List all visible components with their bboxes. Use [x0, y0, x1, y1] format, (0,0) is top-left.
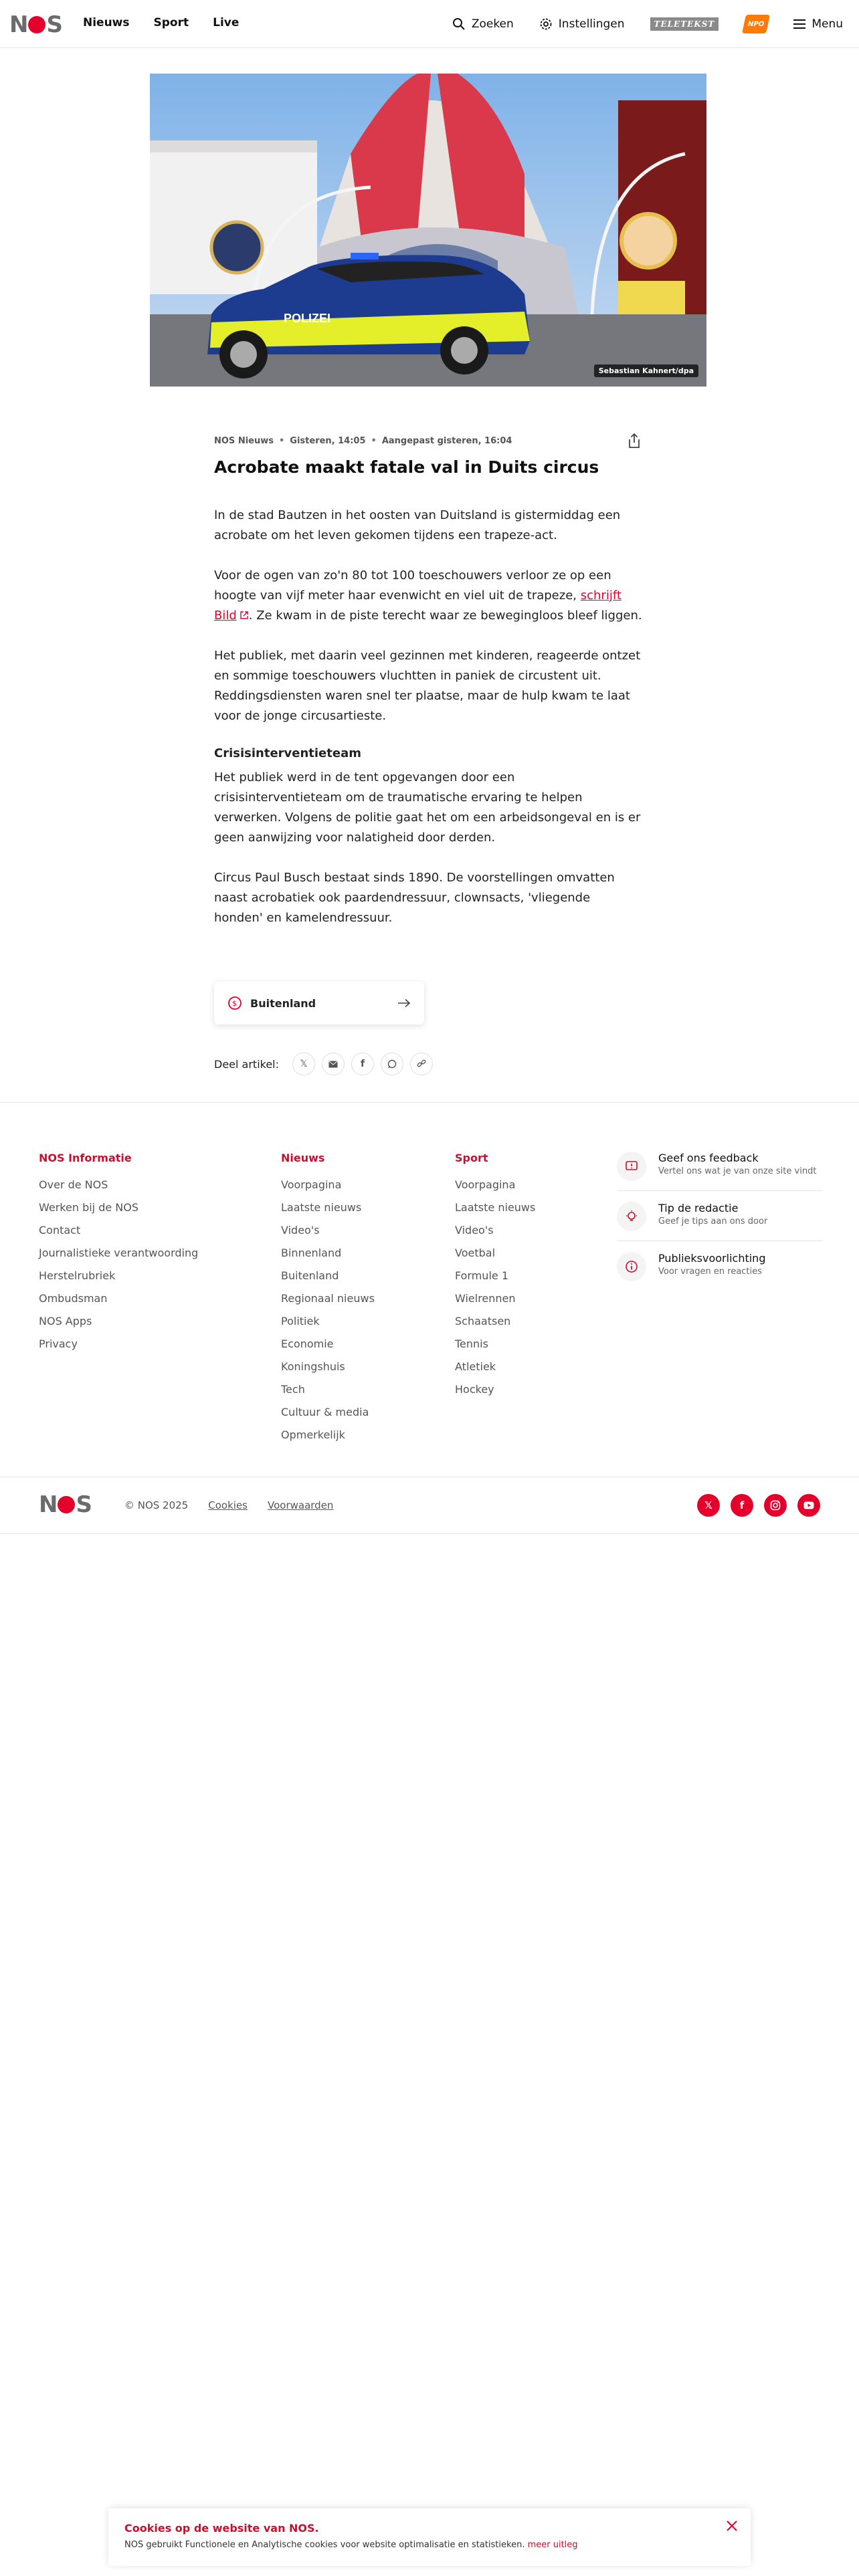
category-label: Buitenland: [250, 996, 316, 1010]
footer-link[interactable]: Over de NOS: [39, 1178, 108, 1191]
share-x-button[interactable]: [292, 1053, 315, 1075]
nav-item-nieuws[interactable]: Nieuws: [83, 16, 130, 29]
share-label: Deel artikel:: [214, 1057, 280, 1071]
info-icon: [617, 1252, 646, 1281]
footer-link[interactable]: Hockey: [455, 1383, 494, 1396]
footer-link[interactable]: Privacy: [39, 1337, 78, 1350]
footer-link[interactable]: Koningshuis: [281, 1360, 345, 1373]
mail-icon: [328, 1061, 338, 1068]
photo-credit: Sebastian Kahnert/dpa: [594, 364, 698, 377]
footer-col-nieuws: [281, 1152, 375, 1446]
cookie-body: NOS gebruikt Functionele en Analytische cookies voor website optimalisatie en statistieken. meer uitleg: [124, 2540, 578, 2550]
footer-link[interactable]: Video's: [281, 1224, 320, 1237]
footer-link[interactable]: Voetbal: [455, 1247, 496, 1259]
youtube-social-button[interactable]: [797, 1494, 820, 1517]
car-polizei-text: POLIZEI: [284, 312, 331, 325]
category-card-buitenland[interactable]: [214, 982, 424, 1025]
footer-col-sport: [455, 1152, 535, 1401]
article-paragraph: Het publiek, met daarin veel gezinnen met kinderen, reageerde ontzet en sommige toeschouwers vluchtten in paniek de circustent uit. Reddingsdiensten waren snel ter plaatse, maar de hulp kwam te laat voor de jonge circusartieste.: [214, 649, 641, 723]
tip-link[interactable]: [617, 1202, 823, 1241]
article-paragraph: In de stad Bautzen in het oosten van Duitsland is gistermiddag een acrobate om het leven gekomen tijdens een trapeze-act.: [214, 508, 621, 542]
lightbulb-icon: [617, 1202, 646, 1231]
article-source: NOS Nieuws: [214, 436, 274, 446]
tip-sub: Geef je tips aan ons door: [658, 1216, 768, 1226]
share-icon[interactable]: [626, 432, 642, 449]
footer-link[interactable]: NOS Apps: [39, 1315, 92, 1327]
facebook-social-button[interactable]: [731, 1494, 753, 1517]
footer-link[interactable]: Laatste nieuws: [281, 1201, 362, 1214]
article-subheading: Crisisinterventieteam: [214, 746, 361, 760]
cookie-more-link[interactable]: meer uitleg: [527, 2540, 578, 2550]
footer-link[interactable]: Werken bij de NOS: [39, 1201, 139, 1214]
footer-divider: [0, 1102, 859, 1103]
terms-link[interactable]: Voorwaarden: [268, 1499, 334, 1511]
publieksvoorlichting-sub: Voor vragen en reacties: [658, 1267, 762, 1277]
footer-link[interactable]: Wielrennen: [455, 1292, 516, 1305]
footer-link[interactable]: Atletiek: [455, 1360, 496, 1373]
footer-link[interactable]: Video's: [455, 1224, 494, 1237]
article-paragraph: Het publiek werd in de tent opgevangen door een crisisinterventieteam om de traumatische ervaring te helpen verwerken. Volgens de politie gaat het om een arbeidsongeval en is er geen aanwijzing voor nalatigheid door derden.: [214, 770, 641, 845]
footer-link[interactable]: Cultuur & media: [281, 1406, 369, 1418]
tip-title: Tip de redactie: [658, 1202, 739, 1214]
x-social-button[interactable]: [697, 1494, 720, 1517]
footer-heading: Sport: [455, 1152, 488, 1164]
cookie-title: Cookies op de website van NOS.: [124, 2522, 319, 2535]
footer-contact-box: [617, 1152, 823, 1301]
menu-button[interactable]: [793, 17, 843, 31]
cookie-banner: [108, 2508, 751, 2566]
search-button[interactable]: [452, 17, 514, 31]
nav-item-live[interactable]: Live: [213, 16, 240, 29]
close-icon[interactable]: [724, 2518, 740, 2534]
footer-link[interactable]: Tennis: [455, 1337, 488, 1350]
settings-button[interactable]: [539, 17, 625, 31]
share-facebook-button[interactable]: [351, 1053, 374, 1075]
youtube-icon: [803, 1501, 814, 1509]
publieksvoorlichting-title: Publieksvoorlichting: [658, 1252, 766, 1265]
x-icon: 𝕏: [300, 1059, 308, 1069]
share-link-button[interactable]: [410, 1053, 433, 1075]
search-label: Zoeken: [471, 17, 514, 31]
nav-item-sport[interactable]: Sport: [153, 16, 189, 29]
arrow-right-icon: [397, 998, 411, 1008]
search-icon: [452, 17, 466, 31]
article-paragraph: Circus Paul Busch bestaat sinds 1890. De voorstellingen omvatten naast acrobatiek ook paardendressuur, clownsacts, 'vliegende honden' en kamelendressuur.: [214, 871, 615, 925]
feedback-sub: Vertel ons wat je van onze site vindt: [658, 1166, 817, 1176]
settings-label: Instellingen: [558, 17, 625, 31]
whatsapp-icon: [387, 1059, 397, 1069]
footer-link[interactable]: Voorpagina: [455, 1178, 516, 1191]
footer-link[interactable]: Herstelrubriek: [39, 1269, 116, 1282]
article-body: [214, 506, 642, 948]
feedback-title: Geef ons feedback: [658, 1152, 759, 1164]
instagram-social-button[interactable]: [764, 1494, 787, 1517]
article-paragraph: Voor de ogen van zo'n 80 tot 100 toeschouwers verloor ze op een hoogte van vijf meter haar evenwicht en viel uit de trapeze, schrijft Bild . Ze kwam in de piste terecht waar ze bewegingloos bleef liggen.: [214, 568, 642, 623]
share-bar: [214, 1053, 433, 1075]
facebook-icon: f: [360, 1059, 365, 1069]
footer-link[interactable]: Contact: [39, 1224, 81, 1237]
footer-link[interactable]: Journalistieke verantwoording: [39, 1247, 199, 1259]
instagram-icon: [770, 1500, 781, 1511]
footer-link[interactable]: Regionaal nieuws: [281, 1292, 375, 1305]
article-title: Acrobate maakt fatale val in Duits circus: [214, 457, 599, 477]
link-icon: [417, 1059, 426, 1069]
site-header: [0, 0, 859, 48]
footer-link[interactable]: Ombudsman: [39, 1292, 108, 1305]
nos-footer-logo[interactable]: N S: [39, 1491, 92, 1518]
feedback-icon: [617, 1152, 646, 1181]
menu-label: Menu: [812, 17, 843, 31]
feedback-link[interactable]: [617, 1152, 823, 1191]
footer-link[interactable]: Formule 1: [455, 1269, 508, 1282]
main-nav: [83, 16, 239, 29]
bild-link[interactable]: schrijft Bild: [214, 588, 622, 623]
copyright-text: © NOS 2025: [124, 1499, 189, 1511]
hamburger-icon: [793, 19, 805, 29]
footer-link[interactable]: Schaatsen: [455, 1315, 511, 1327]
gear-icon: [539, 17, 553, 31]
external-link-icon: [240, 611, 249, 620]
article-updated: Aangepast gisteren, 16:04: [381, 436, 512, 446]
publieksvoorlichting-link[interactable]: [617, 1252, 823, 1291]
footer-link[interactable]: Politiek: [281, 1315, 320, 1327]
share-whatsapp-button[interactable]: [381, 1053, 403, 1075]
facebook-icon: f: [739, 1499, 745, 1511]
footer-link[interactable]: Tech: [281, 1383, 305, 1396]
footer-link[interactable]: Laatste nieuws: [455, 1201, 536, 1214]
footer-col-nos-informatie: [39, 1152, 198, 1356]
article-published: Gisteren, 14:05: [290, 436, 366, 446]
category-icon: [227, 996, 242, 1010]
teletekst-link[interactable]: TELETEKST: [650, 17, 719, 31]
hero-image: [150, 74, 706, 387]
footer-link[interactable]: Voorpagina: [281, 1178, 342, 1191]
footer-heading: NOS Informatie: [39, 1152, 132, 1164]
npo-logo[interactable]: NPO: [742, 15, 770, 33]
article-meta: NOS Nieuws • Gisteren, 14:05 • Aangepast gisteren, 16:04: [214, 436, 512, 446]
footer-link[interactable]: Economie: [281, 1337, 334, 1350]
svg-text:$: $: [232, 999, 237, 1008]
cookies-link[interactable]: Cookies: [208, 1499, 248, 1511]
nos-logo[interactable]: N S: [9, 11, 62, 38]
circus-police-photo: [150, 74, 706, 387]
footer-link[interactable]: Buitenland: [281, 1269, 339, 1282]
x-icon: 𝕏: [704, 1499, 713, 1511]
footer-link[interactable]: Binnenland: [281, 1247, 342, 1259]
footer-heading: Nieuws: [281, 1152, 325, 1164]
footer-link[interactable]: Opmerkelijk: [281, 1428, 345, 1441]
footer-bottom-bar: [0, 1478, 859, 1534]
share-email-button[interactable]: [322, 1053, 345, 1075]
